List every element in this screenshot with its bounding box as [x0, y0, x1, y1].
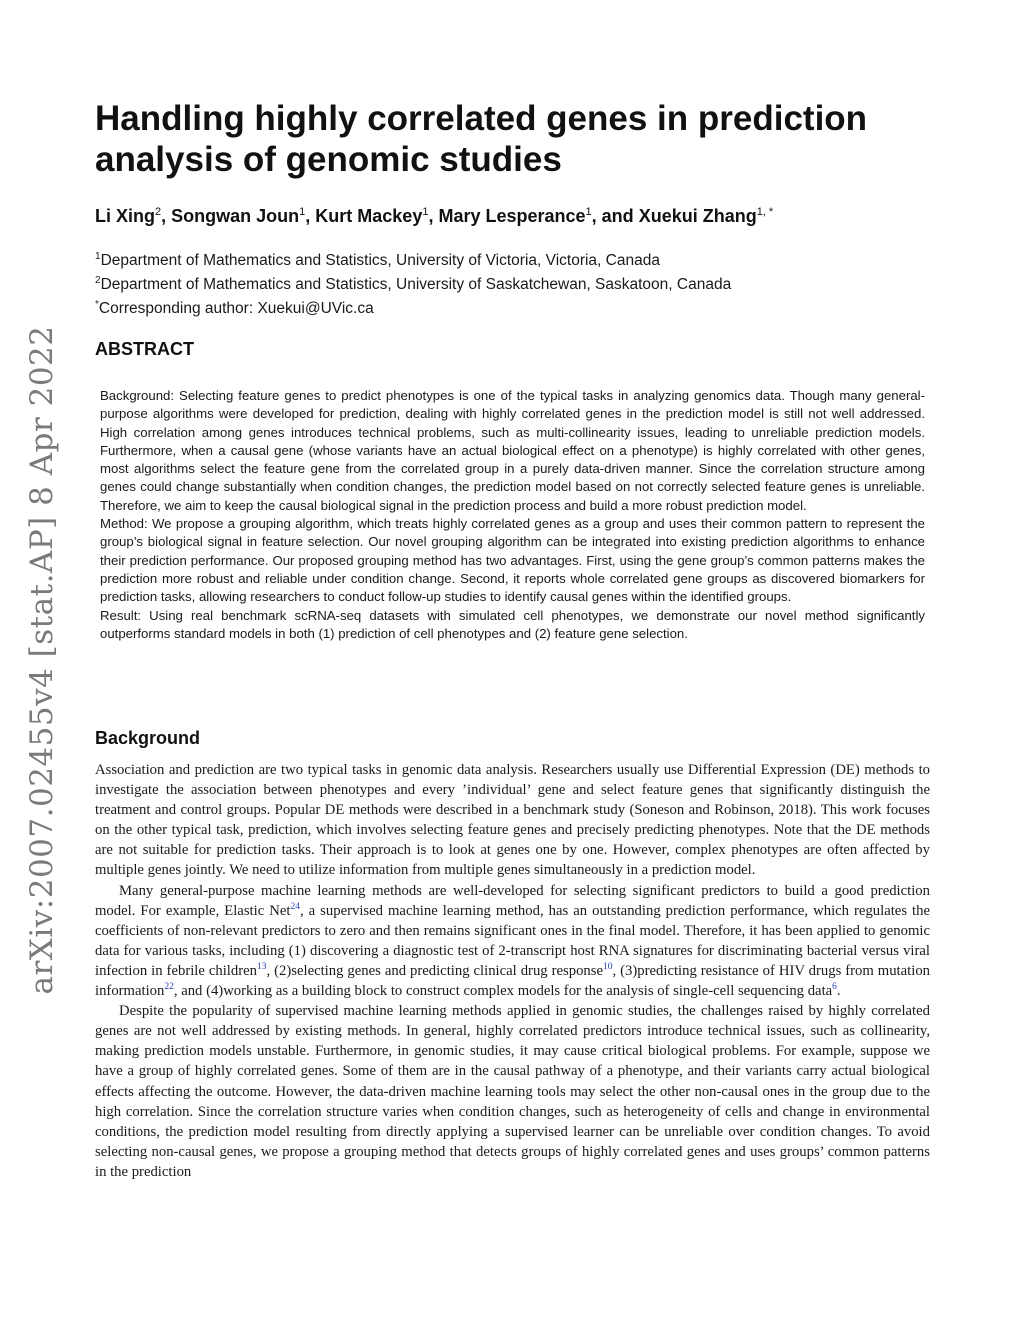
affiliation-text: Department of Mathematics and Statistics, University of Saskatchewan, Saskatoon, Canada	[100, 276, 732, 294]
citation-link[interactable]: 13	[256, 962, 267, 973]
affiliation-mark: 1	[95, 251, 101, 262]
body-text: Many general-purpose machine learning methods are well-developed for selecting significant predictors to build a good prediction model. For example, Elastic Net	[95, 882, 930, 919]
section-heading-background: Background	[95, 728, 201, 748]
abstract-paragraph: Method: We propose a grouping algorithm, which treats highly correlated genes as a group and uses their common pattern to represent the group’s biological signal in feature selection. Our novel grouping algorithm can be integrated into existing prediction algorithms to enhance their prediction performance. Our proposed grouping method has two advantages. First, using the gene group’s common patterns makes the prediction more robust and reliable under condition change. Second, it reports whole correlated gene groups as discovered biomarkers for prediction tasks, allowing researchers to conduct follow-up studies to identify causal genes within the identified groups.	[100, 516, 925, 605]
background-body	[95, 760, 930, 1182]
author-list	[95, 200, 955, 228]
affiliation-mark: 2	[95, 275, 101, 287]
author-affiliation-mark: 1	[299, 206, 306, 218]
author-separator: , and	[591, 206, 639, 226]
author-affiliation-mark: 1	[422, 206, 429, 218]
citation-link[interactable]: 6	[832, 982, 837, 993]
citation-link[interactable]: 22	[164, 982, 174, 993]
citation-link[interactable]: 10	[603, 962, 613, 973]
affiliation-item	[95, 295, 955, 319]
author-name: Li Xing	[95, 206, 155, 226]
abstract-paragraph: Result: Using real benchmark scRNA-seq datasets with simulated cell phenotypes, we demonstrate our novel method significantly outperforms standard models in both (1) prediction of cell phenotypes and (2) feature gene selection.	[100, 607, 925, 641]
body-text: , (2)selecting genes and predicting clinical drug response	[266, 962, 603, 979]
body-paragraph: Association and prediction are two typical tasks in genomic data analysis. Researchers usually use Differential Expression (DE) methods to investigate the association between phenotypes and every ’individual’ gene and select feature genes that significantly distinguish the treatment and control groups. Popular DE methods were described in a benchmark study (Soneson and Robinson, 2018). This work focuses on the other typical task, prediction, which involves selecting feature genes and precisely predicting phenotypes. Note that the DE methods are not suitable for prediction tasks. Their approach is to look at genes one by one. However, complex phenotypes are often affected by multiple genes jointly. We need to utilize information from multiple genes simultaneously in a prediction model.	[95, 762, 930, 879]
paper-title: Handling highly correlated genes in prediction analysis of genomic studies	[95, 99, 868, 179]
affiliation-text: Corresponding author: Xuekui@UVic.ca	[98, 300, 374, 318]
abstract-body	[100, 387, 925, 643]
author-name: Xuekui Zhang	[638, 206, 757, 226]
affiliation-item	[95, 271, 955, 295]
body-paragraph: Despite the popularity of supervised machine learning methods applied in genomic studies, the challenges raised by highly correlated genes are not well addressed by existing methods. In general, highly correlated predictors introduce technical issues, such as collinearity, making prediction models unstable. Furthermore, in genomic studies, it may cause critical biological problems. For example, suppose we have a group of highly correlated genes. Some of them are in the causal pathway of a phenotype, and their variants carry actual biological effects affecting the outcome. However, the data-driven machine learning tools may select the other non-causal ones in the group due to the high correlation. Since the correlation structure varies when condition changes, such as heterogeneity of cells and change in environmental conditions, the prediction model resulting from directly applying a supervised learner can be unreliable over condition changes. To avoid selecting non-causal genes, we propose a grouping method that detects groups of highly correlated genes and uses groups’ common patterns in the prediction	[95, 1003, 930, 1180]
author-affiliation-mark: 1	[585, 206, 592, 218]
body-text: , (3)predicting resistance of HIV drugs from mutation information	[95, 962, 931, 1000]
author-separator: ,	[161, 206, 172, 226]
abstract-heading: ABSTRACT	[95, 339, 194, 359]
author-separator: ,	[305, 206, 316, 226]
body-text: , and (4)working as a building block to construct complex models for the analysis of single-cell sequencing data	[173, 983, 833, 1000]
author-name: Mary Lesperance	[438, 206, 586, 226]
affiliation-list	[95, 247, 955, 319]
affiliation-mark: *	[95, 299, 99, 311]
author-separator: ,	[428, 206, 439, 226]
citation-link[interactable]: 24	[290, 901, 300, 912]
arxiv-sidebar	[22, 325, 62, 995]
body-text: .	[836, 983, 841, 1000]
body-paragraph	[95, 881, 930, 1002]
author-name: Kurt Mackey	[315, 206, 423, 226]
abstract-paragraph: Background: Selecting feature genes to predict phenotypes is one of the typical tasks in analyzing genomics data. Though many general-purpose algorithms were developed for prediction, dealing with highly correlated genes in the prediction model is still not well addressed. High correlation among genes introduces technical problems, such as multi-collinearity issues, leading to unreliable prediction models. Furthermore, when a causal gene (whose variants have an actual biological effect on a phenotype) is highly correlated with other genes, most algorithms select the feature gene from the correlated group in a purely data-driven manner. Since the correlation structure among genes could change substantially when condition changes, the prediction model based on not correctly selected feature genes is unreliable. Therefore, we aim to keep the causal biological signal in the prediction process and build a more robust prediction model.	[100, 388, 925, 513]
affiliation-text: Department of Mathematics and Statistics, University of Victoria, Victoria, Canada	[100, 252, 660, 270]
author-name: Songwan Joun	[171, 206, 300, 226]
arxiv-identifier: arXiv:2007.02455v4 [stat.AP] 8 Apr 2022	[24, 325, 60, 995]
affiliation-item	[95, 247, 955, 271]
author-affiliation-mark: 2	[155, 206, 162, 218]
body-text: , a supervised machine learning method, has an outstanding prediction performance, which regulates the coefficients of non-relevant predictors to zero and then remains significant ones in the final model. Therefore, it has been applied to genomic data for various tasks, including (1) discovering a diagnostic test of 2-transcript host RNA signatures for discriminating bacterial versus viral infection in febrile children	[95, 902, 931, 979]
author-affiliation-mark: 1, *	[756, 206, 774, 218]
